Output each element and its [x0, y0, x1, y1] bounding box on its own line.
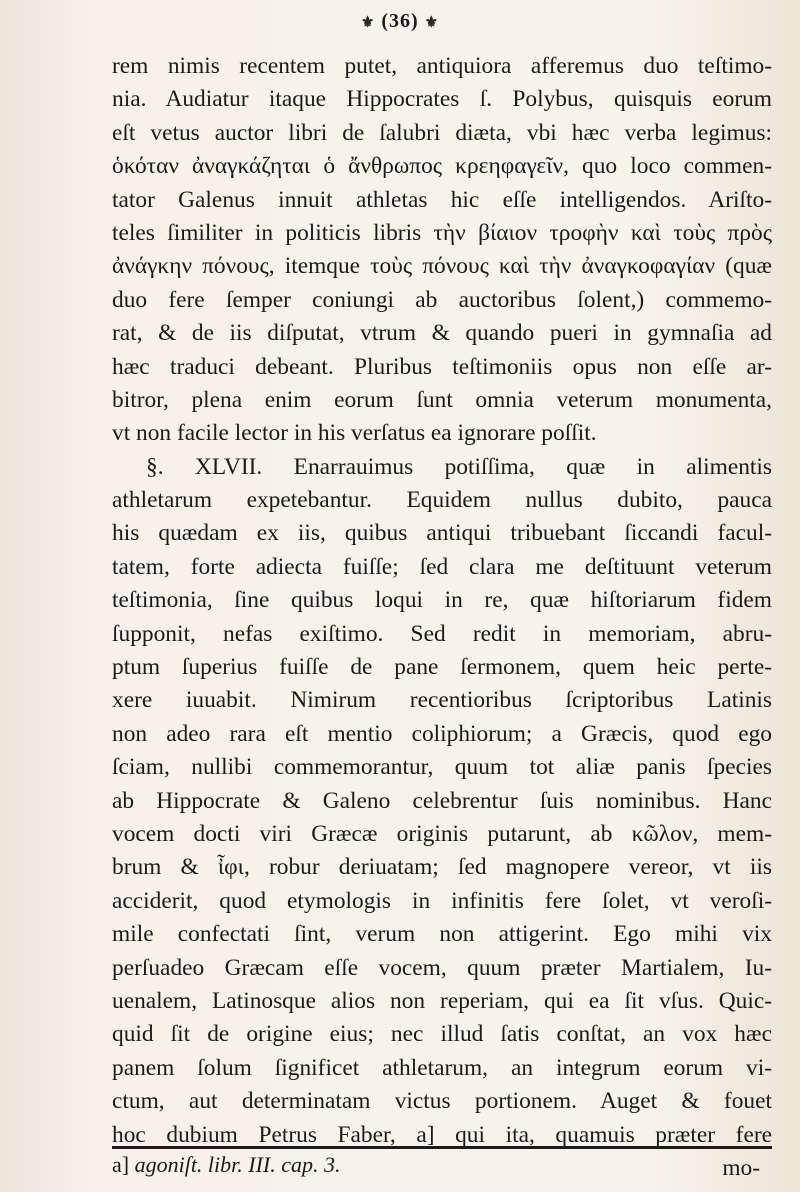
- footnote-rule: [112, 1146, 772, 1149]
- text-line: teſtimonia, ſine quibus loqui in re, quæ hiſtoriarum fidem: [112, 587, 772, 614]
- text-line: panem ſolum ſignificet athletarum, an integrum eorum vi-: [112, 1054, 772, 1081]
- text-line: hoc dubium Petrus Faber, a] qui ita, quamuis præter fere: [112, 1121, 772, 1148]
- page-header: [0, 10, 800, 33]
- text-line: athletarum expetebantur. Equidem nullus dubito, pauca: [112, 487, 772, 514]
- text-line: ptum ſuperius fuiſſe de pane ſermonem, quem heic perte-: [112, 654, 772, 681]
- text-line: rem nimis recentem putet, antiquiora afferemus duo teſtimo-: [112, 53, 772, 79]
- text-line: uenalem, Latinosque alios non reperiam, qui ea ſit vſus. Quic-: [112, 987, 772, 1014]
- text-line: mile confectati ſint, verum non attigerint. Ego mihi vix: [112, 921, 772, 948]
- text-line: bitror, plena enim eorum ſunt omnia veterum monumenta,: [112, 386, 772, 413]
- text-line: ſciam, nullibi commemorantur, quum tot aliæ panis ſpecies: [112, 754, 772, 781]
- text-line: vt non facile lector in his verſatus ea ignorare poſſit.: [112, 420, 597, 447]
- footnote-marker: a]: [112, 1152, 130, 1177]
- ornament-right-icon: ⚜: [424, 15, 440, 31]
- text-line: ab Hippocrate & Galeno celebrentur ſuis nominibus. Hanc: [112, 787, 772, 814]
- text-line: tatem, forte adiecta fuiſſe; ſed clara me deſtituunt veterum: [112, 553, 772, 580]
- text-line: acciderit, quod etymologis in infinitis fere ſolet, vt veroſi-: [112, 887, 772, 914]
- page-number: (36): [381, 10, 419, 32]
- text-line: his quædam ex iis, quibus antiqui tribuebant ſiccandi facul-: [112, 520, 772, 547]
- footnote: [112, 1152, 341, 1178]
- main-text: [112, 50, 772, 1185]
- text-line: teles ſimiliter in politicis libris τὴν βίαιον τροφὴν καὶ τοὺς πρὸς: [112, 219, 772, 246]
- text-line: quid ſit de origine eius; nec illud ſatis conſtat, an vox hæc: [112, 1021, 772, 1048]
- text-line: ἀνάγκην πόνους, itemque τοὺς πόνους καὶ τὴν ἀναγκοφαγίαν (quæ: [112, 253, 772, 280]
- text-line: ſupponit, nefas exiſtimo. Sed redit in memoriam, abru-: [112, 620, 772, 647]
- text-line: ὁκόταν ἀναγκάζηται ὁ ἄνθρωπος κρεηφαγεῖν, quo loco commen-: [112, 153, 772, 180]
- catchword: mo-: [722, 1154, 760, 1181]
- text-line: tator Galenus innuit athletas hic eſſe intelligendos. Ariſto-: [112, 186, 772, 213]
- footnote-citation: agoniſt. libr. III. cap. 3.: [134, 1152, 341, 1177]
- ornament-left-icon: ⚜: [360, 15, 376, 31]
- text-line: duo fere ſemper coniungi ab auctoribus ſolent,) commemo-: [112, 286, 772, 313]
- text-line: xere iuuabit. Nimirum recentioribus ſcriptoribus Latinis: [112, 687, 772, 714]
- text-line: perſuadeo Græcam eſſe vocem, quum præter Martialem, Iu-: [112, 954, 772, 981]
- text-line: nia. Audiatur itaque Hippocrates ſ. Polybus, quisquis eorum: [112, 86, 772, 113]
- text-line: rat, & de iis diſputat, vtrum & quando pueri in gymnaſia ad: [112, 320, 772, 347]
- text-line: brum & ἶφι, robur deriuatam; ſed magnopere vereor, vt iis: [112, 854, 772, 881]
- section-heading-line: §. XLVII. Enarrauimus potiſſima, quæ in alimentis: [146, 453, 772, 480]
- text-line: ctum, aut determinatam victus portionem. Auget & fouet: [112, 1088, 772, 1115]
- text-line: vocem docti viri Græcæ originis putarunt, ab κῶλον, mem-: [112, 820, 772, 847]
- text-line: eſt vetus auctor libri de ſalubri diæta, vbi hæc verba legimus:: [112, 119, 772, 146]
- text-line: hæc traduci debeant. Pluribus teſtimoniis opus non eſſe ar-: [112, 353, 772, 380]
- text-line: non adeo rara eſt mentio coliphiorum; a Græcis, quod ego: [112, 720, 772, 747]
